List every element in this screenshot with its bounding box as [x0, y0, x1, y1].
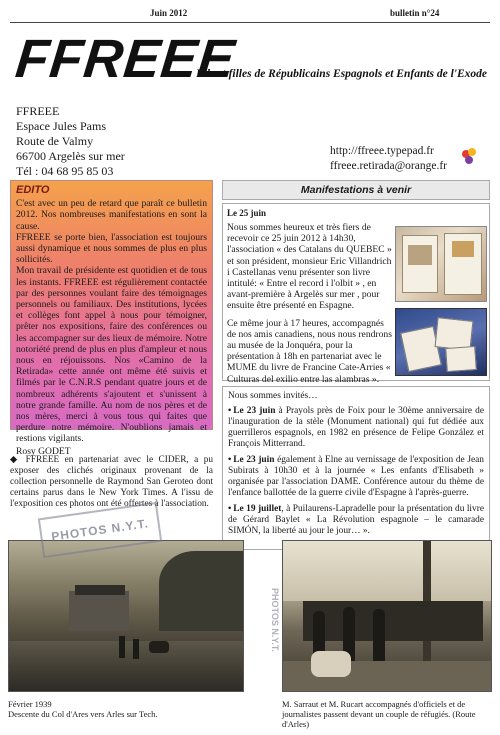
invite-item [228, 504, 484, 537]
tagline: Fils et filles de Républicains Espagnols et Enfants de l'Exode [196, 68, 488, 80]
invites-intro: Nous sommes invités… [228, 391, 318, 401]
cider-note [10, 455, 213, 510]
address-line: FFREEE [16, 104, 60, 118]
edito-signature: Rosy GODET [16, 445, 71, 457]
website-link[interactable]: http://ffreee.typepad.fr [330, 145, 434, 157]
invite-date: Le 19 juillet [233, 504, 282, 514]
invite-item [228, 455, 484, 499]
historic-photo-col-ares [8, 540, 244, 692]
bullet-icon: • [228, 406, 232, 416]
issue-date: Juin 2012 [150, 8, 188, 18]
event-text [227, 222, 392, 391]
top-bar [10, 6, 490, 22]
postal-address [16, 104, 125, 179]
cards-photo [395, 308, 487, 376]
caption-text: Descente du Col d'Ares vers Arles sur Tech. [8, 709, 158, 719]
edito-title: EDITO [16, 184, 50, 196]
event-june-25 [222, 203, 490, 385]
association-emblem-icon [462, 148, 478, 166]
manifestations-title: Manifestations à venir [222, 180, 490, 200]
photos-nyt-stamp-vertical: PHOTOS N.Y.T. [270, 588, 280, 652]
invite-text: , à Puilaurens-Lapradelle pour la présentation du livre de Gérard Baylet « La Révolution espagnole – le camarade SIMÓN, la liberté au jour le jour… ». [228, 504, 484, 536]
event-paragraph: Nous sommes heureux et très fiers de recevoir ce 25 juin 2012 à 14h30, l'association « des Catalans du QUEBEC » et son président, monsieur Eric Villandrich i Castellanas venu présenter son livre intitulé: « Entre el record i l'olbit » , en avant-première à Argelès sur mer , pour ensuite être présenté en Espagne. [227, 222, 392, 312]
edito-paragraph: C'est avec un peu de retard que paraît ce bulletin 2012. Nos nombreuses manifestations en sont la cause. [16, 198, 207, 232]
edito-box [10, 180, 213, 457]
book-photo [395, 226, 487, 302]
invite-item [228, 406, 484, 450]
address-line: 66700 Argelès sur mer [16, 149, 125, 163]
photo-caption-left [8, 699, 158, 719]
historic-photo-officials [282, 540, 492, 692]
contact-block [330, 144, 447, 174]
address-line: Route de Valmy [16, 134, 94, 148]
cider-text: FFREEE en partenariat avec le CIDER, a pu exposer des clichés originaux provenant de la collection personnelle de Raymond San Geroteo dont certains parus dans le New York Times. A l'issu de l'exposition ces photos ont été offertes à l'association. [10, 455, 213, 509]
header-rule [10, 22, 490, 23]
edito-paragraph: Mon travail de présidente est quotidien et de tous les instants. FFREEE est régulièrement contactée par des personnes voulant faire des témoignages personnels ou familiaux. Des institutions, lycées et collèges font appel à nous pour témoigner, prêter nos expositions, faire des conférences ou les accompagner sur des lieux de mémoire. Notre notoriété prend de plus en plus d'ampleur et nous nous en réjouissons. Nos «Camino de la Retirada» cette année ont même été suivis et filmés par le C.N.R.S pendant quatre jours et de nombreux adhérents s'ajoutent et s'unissent à notre grande famille. Au nom de nos pères et de nos mères, merci à vous tous qui faites que perdure notre mémoire. N'oublions jamais et restions vigilants. [16, 265, 207, 445]
address-line: Espace Jules Pams [16, 119, 106, 133]
invitations-box [222, 386, 490, 550]
event-date: Le 25 juin [227, 208, 267, 218]
invite-text: à Prayols près de Foix pour le 30ème anniversaire de l'inauguration de la stèle (Monument national) qui fut dédiée aux guerrilleros espagnols, en 1982 en présence de Felipe González et François Mitterrand. [228, 406, 484, 449]
bulletin-number: bulletin n°24 [390, 8, 440, 18]
bullet-icon: • [228, 504, 232, 514]
event-paragraph: Ce même jour à 17 heures, accompagnés de nos amis canadiens, nous nous rendrons au musée de la Jonquéra, pour la présentation à 18h en partenariat avec le MUME du livre de Francine Cate-Arries « Culturas del exilio entre las alambras ». [227, 317, 392, 385]
photos-nyt-stamp: PHOTOS N.Y.T. [38, 502, 162, 558]
bullet-icon: • [228, 455, 232, 465]
caption-date: Février 1939 [8, 699, 52, 709]
invite-text: également à Elne au vernissage de l'exposition de Jean Subirats à 10h30 et à la journée « Les enfants d'Elisabeth » organisée par l'association DAME. Conférence autour du thème de l'enfance ballottée de la guerre civile d'Espagne à l'après-guerre. [228, 455, 484, 498]
bullet-icon: ◆ [10, 455, 26, 465]
email-link[interactable]: ffreee.retirada@orange.fr [330, 160, 447, 172]
invite-date: Le 23 juin [233, 406, 276, 416]
invite-date: Le 23 juin [233, 455, 275, 465]
photo-caption-right: M. Sarraut et M. Rucart accompagnés d'officiels et de journalistes passent devant un couple de réfugiés. (Route d'Arles) [282, 699, 476, 729]
ffreee-logo: FFREEE [12, 29, 239, 89]
edito-paragraph: FFREEE se porte bien, l'association est toujours aussi dynamique et nous sommes de plus en plus sollicités. [16, 231, 207, 266]
address-phone: Tél : 04 68 95 85 03 [16, 164, 114, 178]
